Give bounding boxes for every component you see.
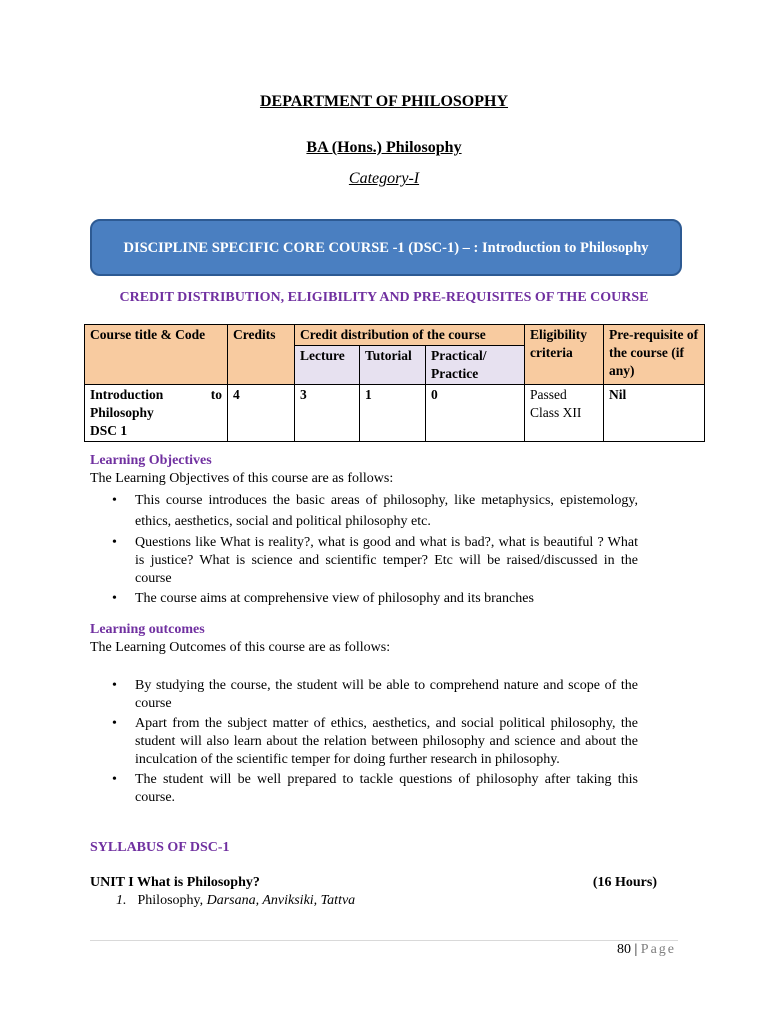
unit-title: UNIT I What is Philosophy?: [90, 875, 260, 890]
cell-prereq: Nil: [604, 385, 705, 442]
programme-title: BA (Hons.) Philosophy: [306, 139, 462, 156]
header-prereq: Pre-requisite of the course (if any): [604, 325, 705, 385]
objectives-intro: The Learning Objectives of this course are as follows:: [90, 471, 394, 486]
credit-table: [84, 324, 705, 442]
outcomes-title: Learning outcomes: [90, 622, 205, 637]
cell-practical: 0: [426, 385, 525, 442]
footer-divider: [90, 940, 678, 941]
credit-section-title: CREDIT DISTRIBUTION, ELIGIBILITY AND PRE-REQUISITES OF THE COURSE: [119, 290, 649, 305]
cell-tutorial: 1: [360, 385, 426, 442]
item-number: 1.: [116, 893, 127, 908]
course-name-part: to: [210, 387, 222, 402]
header-distribution: Credit distribution of the course: [295, 325, 525, 346]
unit-hours: (16 Hours): [592, 875, 657, 890]
course-name-part: Introduction: [90, 387, 164, 402]
list-item-text: The course aims at comprehensive view of philosophy and its branches: [135, 591, 534, 606]
header-tutorial: Tutorial: [360, 346, 426, 385]
page-label: Page: [640, 942, 676, 957]
bullet-icon: •: [112, 716, 117, 731]
list-item: [90, 715, 638, 769]
unit-heading: [90, 875, 657, 891]
footer-separator: |: [630, 942, 641, 957]
cell-credits: 4: [228, 385, 295, 442]
list-item-text: The student will be well prepared to tackle questions of philosophy after taking this course.: [135, 772, 638, 805]
objectives-list: [90, 490, 638, 610]
item-text-italic: Darsana, Anviksiki, Tattva: [206, 893, 356, 908]
syllabus-item: [116, 893, 355, 909]
page-footer: [470, 942, 676, 958]
cell-course: [85, 385, 228, 442]
header-eligibility: Eligibility criteria: [525, 325, 604, 385]
cell-eligibility: Passed Class XII: [525, 385, 604, 442]
bullet-icon: •: [112, 772, 117, 787]
header-lecture: Lecture: [295, 346, 360, 385]
page-number: 80: [616, 942, 631, 957]
category-label: Category-I: [348, 170, 420, 187]
list-item-text: By studying the course, the student will be able to comprehend nature and scope of the course: [135, 678, 638, 711]
bullet-icon: •: [112, 678, 117, 693]
list-item: [90, 771, 638, 807]
table-row: [85, 385, 705, 442]
bullet-icon: •: [112, 493, 117, 508]
list-item: [90, 534, 638, 588]
syllabus-title: SYLLABUS OF DSC-1: [90, 840, 230, 855]
item-text: Philosophy,: [137, 893, 207, 908]
cell-lecture: 3: [295, 385, 360, 442]
list-item: [90, 677, 638, 713]
department-title: DEPARTMENT OF PHILOSOPHY: [259, 93, 509, 110]
bullet-icon: •: [112, 535, 117, 550]
header-practical: Practical/ Practice: [426, 346, 525, 385]
course-code: DSC 1: [90, 423, 128, 438]
list-item: [90, 490, 638, 532]
list-item-text: This course introduces the basic areas of philosophy, like metaphysics, epistemology, ethics, aesthetics, social and political philosophy etc.: [135, 493, 638, 529]
list-item: [90, 590, 638, 608]
outcomes-intro: The Learning Outcomes of this course are as follows:: [90, 640, 391, 655]
course-banner: DISCIPLINE SPECIFIC CORE COURSE -1 (DSC-1) – : Introduction to Philosophy: [90, 219, 682, 276]
course-name-part: Philosophy: [90, 405, 154, 420]
outcomes-list: [90, 677, 638, 809]
objectives-title: Learning Objectives: [90, 453, 212, 468]
list-item-text: Apart from the subject matter of ethics, aesthetics, and social political philosophy, the student will also learn about the relation between philosophy and science and about the inculcation of the scientific temper for doing further research in philosophy.: [135, 716, 638, 767]
list-item-text: Questions like What is reality?, what is good and what is bad?, what is beautiful ? What is justice? What is science and scientific temper? Etc will be raised/discussed in the course: [135, 535, 638, 586]
header-course: Course title & Code: [85, 325, 228, 385]
bullet-icon: •: [112, 591, 117, 606]
header-credits: Credits: [228, 325, 295, 385]
